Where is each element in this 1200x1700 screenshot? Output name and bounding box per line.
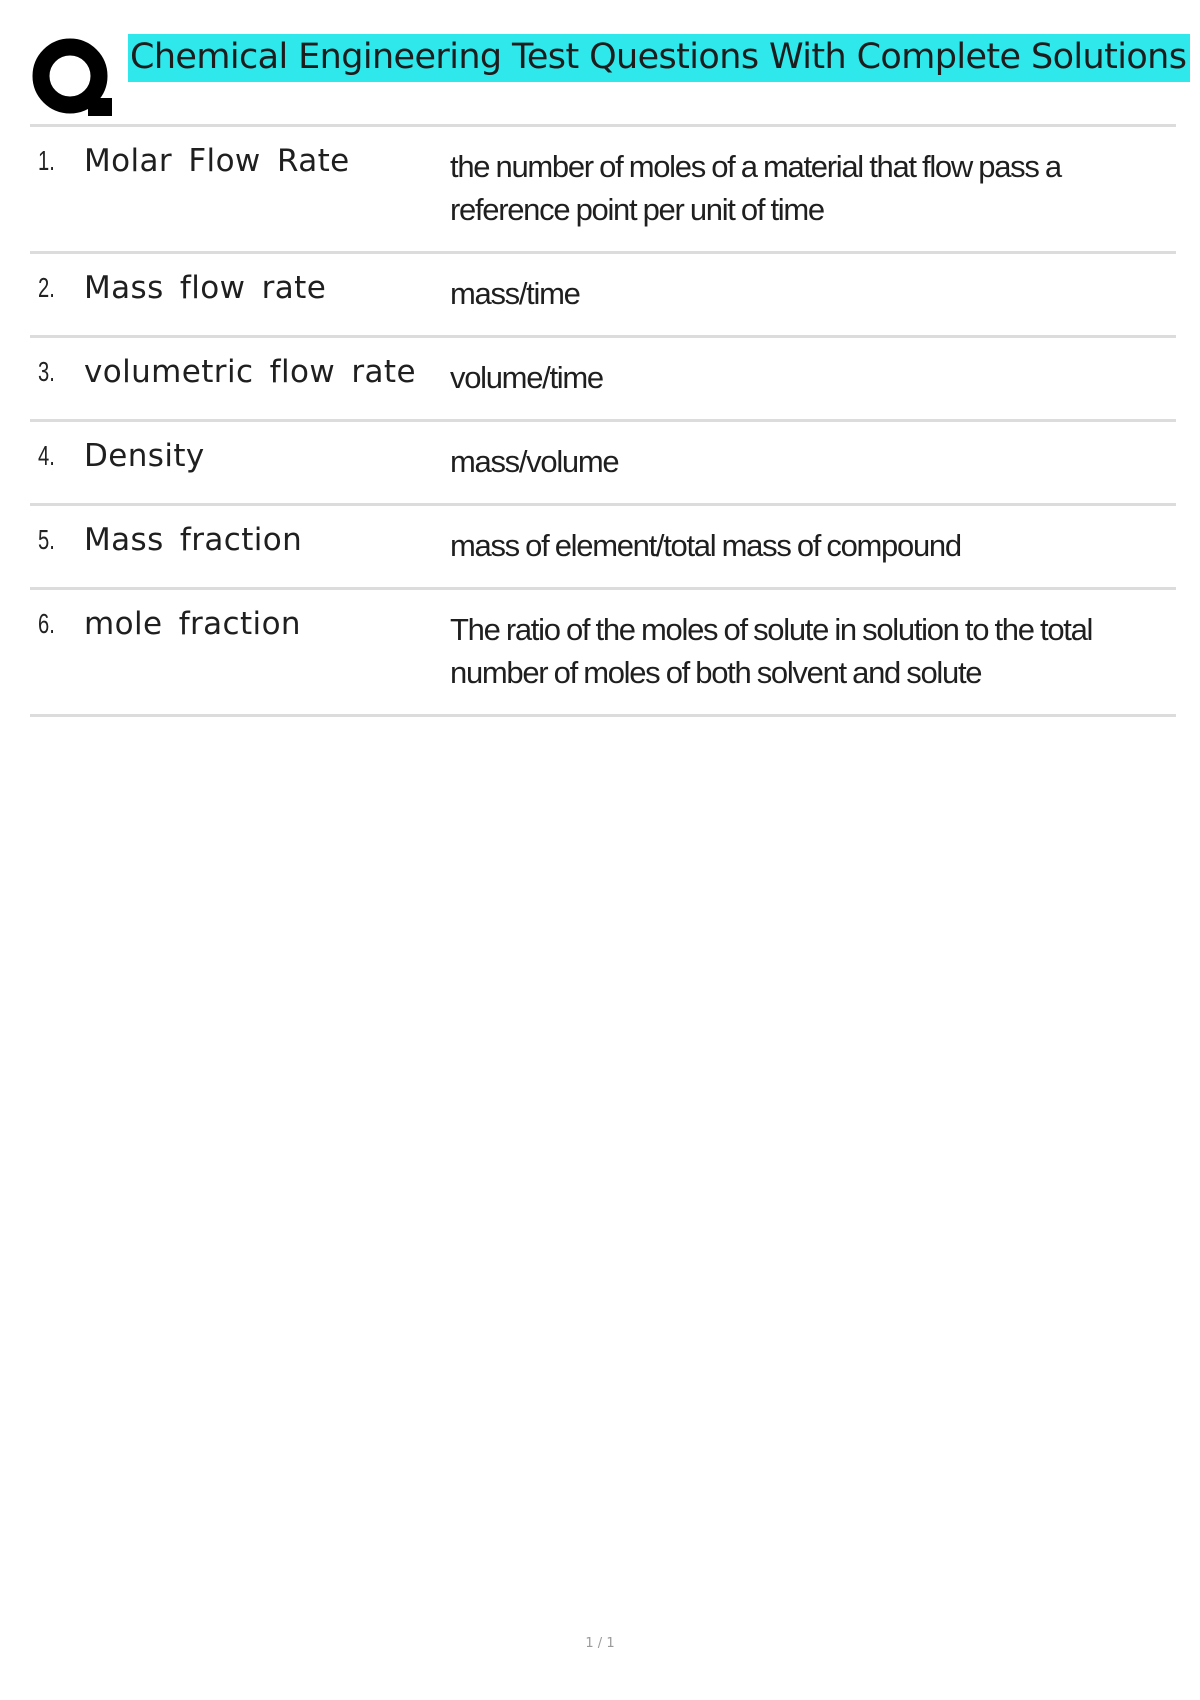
row-definition: mass/volume xyxy=(450,444,619,479)
row-term: Mass fraction xyxy=(84,522,303,558)
row-definition: volume/time xyxy=(450,360,603,395)
page-indicator: 1 / 1 xyxy=(585,1636,615,1651)
row-number: 2. xyxy=(38,272,55,303)
row-number: 3. xyxy=(38,356,55,387)
table-row xyxy=(30,590,1176,717)
row-number: 5. xyxy=(38,524,55,555)
row-term: Mass flow rate xyxy=(84,270,327,306)
flashcard-table xyxy=(30,124,1176,717)
table-row xyxy=(30,254,1176,338)
row-number: 1. xyxy=(38,145,55,176)
row-term: mole fraction xyxy=(84,606,301,642)
row-definition: mass of element/total mass of compound xyxy=(450,528,961,563)
page-title: Chemical Engineering Test Questions With Complete Solutions xyxy=(128,34,1190,82)
table-row xyxy=(30,127,1176,254)
row-term: Density xyxy=(84,438,205,474)
table-row xyxy=(30,338,1176,422)
row-number: 4. xyxy=(38,440,55,471)
row-definition: the number of moles of a material that flow pass a reference point per unit of time xyxy=(450,149,1061,227)
row-definition: mass/time xyxy=(450,276,580,311)
q-logo-icon xyxy=(32,36,112,124)
row-term: Molar Flow Rate xyxy=(84,143,350,179)
row-term: volumetric flow rate xyxy=(84,354,416,390)
row-number: 6. xyxy=(38,608,55,639)
table-row xyxy=(30,506,1176,590)
document-header xyxy=(32,30,1187,126)
table-row xyxy=(30,422,1176,506)
row-definition: The ratio of the moles of solute in solution to the total number of moles of both solvent and solute xyxy=(450,612,1093,690)
